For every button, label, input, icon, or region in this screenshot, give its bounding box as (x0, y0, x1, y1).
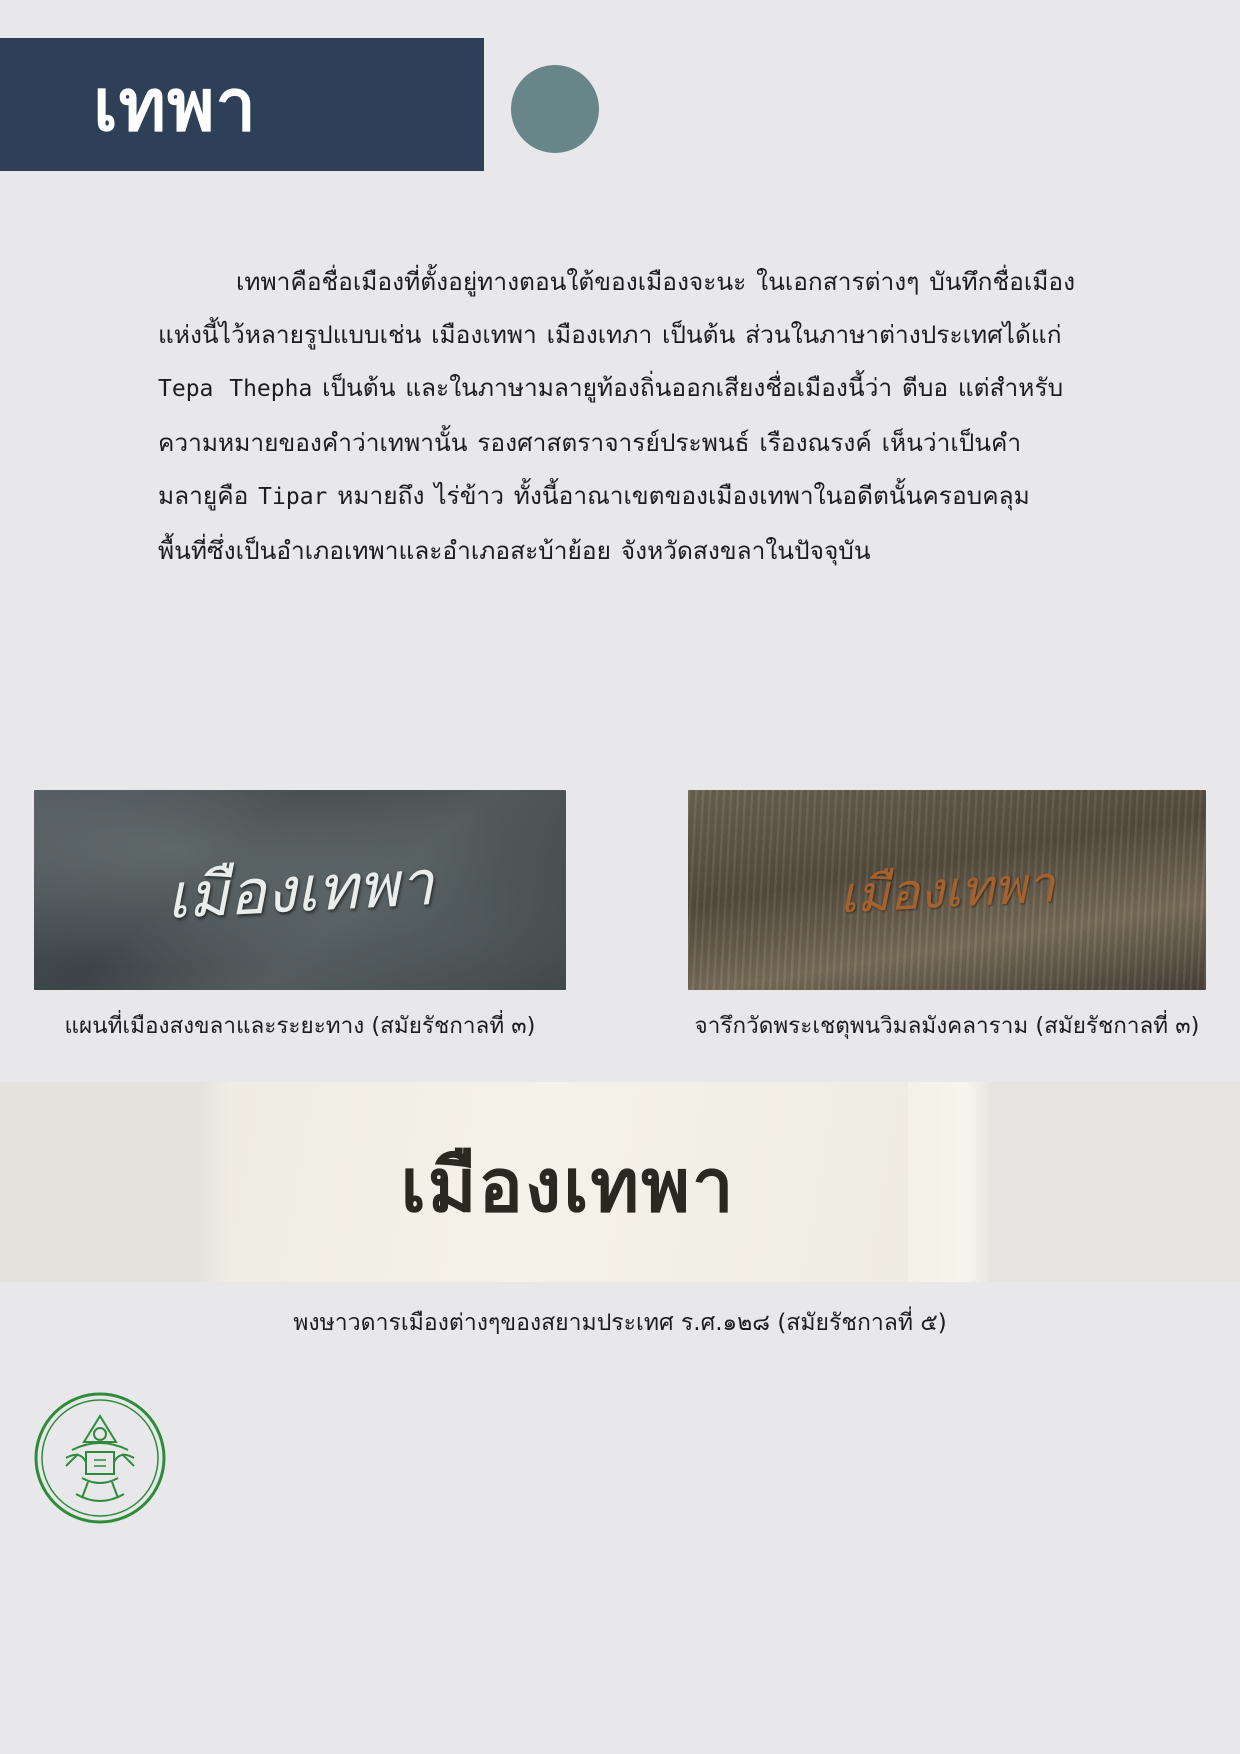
banner-paper-area (228, 1082, 908, 1282)
figure-image-map-songkhla (34, 790, 566, 990)
figure-map-songkhla (34, 790, 566, 1041)
figure-caption-map-songkhla: แผนที่เมืองสงขลาและระยะทาง (สมัยรัชกาลที่ ๓) (64, 1013, 536, 1039)
decorative-circle (511, 65, 599, 153)
article-text-part-3: หมายถึง ไร่ข้าว ทั้งนี้อาณาเขตของเมืองเทพาในอดีตนั้นครอบคลุมพื้นที่ซึ่งเป็นอำเภอเทพาและอำเภอสะบ้าย้อย จังหวัดสงขลาในปัจจุบัน (158, 481, 1030, 565)
article-latin-term-1: Tepa Thepha (158, 376, 313, 402)
page-title: เทพา (93, 62, 257, 147)
figure-script-map-songkhla: เมืองเทพา (164, 846, 436, 933)
article-latin-term-2: Tipar (258, 484, 328, 510)
article-paragraph (158, 255, 1078, 577)
figure-caption-chronicle-banner: พงษาวดารเมืองต่างๆของสยามประเทศ ร.ศ.๑๒๘ (สมัยรัชกาลที่ ๕) (293, 1310, 947, 1336)
figure-row (0, 790, 1240, 1090)
header-band (0, 38, 484, 171)
article-text-part-1: เทพาคือชื่อเมืองที่ตั้งอยู่ทางตอนใต้ของเมืองจะนะ ในเอกสารต่างๆ บันทึกชื่อเมืองแห่งนี้ไว้หลายรูปแบบเช่น เมืองเทพา เมืองเทภา เป็นต้น ส่วนในภาษาต่างประเทศได้แก่ (158, 267, 1076, 349)
figure-image-chronicle-banner (0, 1082, 1240, 1282)
article-body (158, 255, 1078, 577)
figure-image-wat-inscription (688, 790, 1206, 990)
figure-caption-wat-inscription: จารึกวัดพระเชตุพนวิมลมังคลาราม (สมัยรัชกาลที่ ๓) (694, 1013, 1200, 1039)
royal-society-seal (32, 1390, 168, 1526)
figure-wat-inscription (688, 790, 1206, 1041)
banner-script-text: เมืองเทพา (400, 1143, 736, 1229)
figure-script-wat-inscription: เมืองเทพา (837, 855, 1057, 925)
article-text-part-2: เป็นต้น และในภาษามลายูท้องถิ่นออกเสียงชื่อเมืองนี้ว่า ตีบอ แต่สำหรับความหมายของคำว่าเทพานั้น รองศาสตราจารย์ประพนธ์ เรืองณรงค์ เห็นว่าเป็นคำมลายูคือ (158, 373, 1064, 510)
